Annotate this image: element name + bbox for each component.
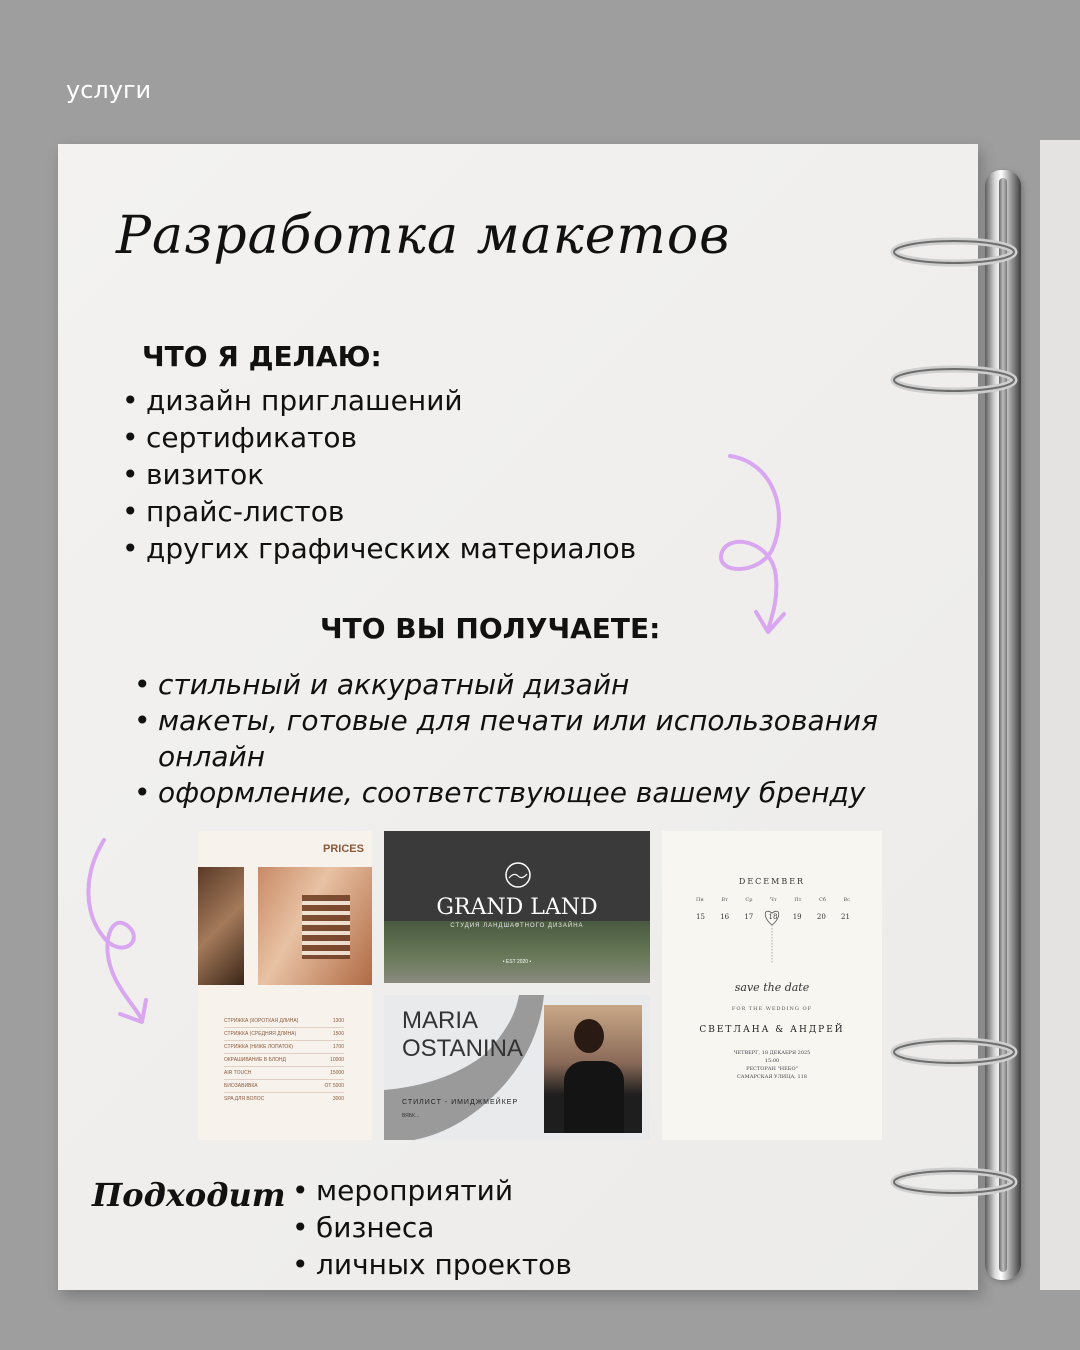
- garden-photo: [384, 921, 650, 983]
- list-item: • визиток: [122, 456, 636, 493]
- list-item: • других графических материалов: [122, 530, 636, 567]
- calendar-dates: 15 16 17 18 19 20 21: [696, 913, 850, 921]
- what-you-get-list: [134, 667, 914, 811]
- maria-extra: ВЯБК...: [402, 1113, 420, 1119]
- binder-bar-groove: [999, 178, 1007, 1272]
- example-card-grand-land: [384, 831, 650, 983]
- hair-palette-photo: [258, 867, 372, 985]
- what-i-do-heading: ЧТО Я ДЕЛАЮ:: [142, 340, 382, 373]
- example-card-prices: [198, 831, 372, 1140]
- category-tag: услуги: [66, 76, 152, 104]
- maria-name: MARIA OSTANINA: [402, 1007, 523, 1062]
- what-you-get-heading: ЧТО ВЫ ПОЛУЧАЕТЕ:: [320, 612, 661, 645]
- what-i-do-list: [122, 382, 636, 567]
- prices-title: PRICES: [323, 843, 364, 855]
- grand-land-est: • EST 2020 •: [502, 959, 532, 965]
- binder-ring-icon: [888, 1036, 1018, 1068]
- list-item: • макеты, готовые для печати или использования онлайн: [134, 703, 914, 775]
- list-item: • бизнеса: [292, 1209, 572, 1246]
- date-month: DECEMBER: [738, 877, 806, 886]
- grand-land-title: GRAND LAND: [436, 895, 598, 920]
- heart-icon: [760, 905, 784, 967]
- wedding-for: FOR THE WEDDING OF: [731, 1006, 813, 1012]
- portrait-photo: [544, 1005, 642, 1133]
- save-the-date-text: save the date: [734, 981, 810, 994]
- maria-role: СТИЛИСТ - ИМИДЖМЕЙКЕР: [402, 1099, 519, 1106]
- back-page: [1040, 140, 1080, 1290]
- scissors-photo: [198, 867, 244, 985]
- list-item: • прайс-листов: [122, 493, 636, 530]
- binder-ring-icon: [888, 364, 1018, 396]
- binder-ring-icon: [888, 236, 1018, 268]
- page-title: Разработка макетов: [116, 206, 731, 266]
- list-item: • стильный и аккуратный дизайн: [134, 667, 914, 703]
- couple-names: СВЕТЛАНА & АНДРЕЙ: [699, 1025, 845, 1035]
- price-list: СТРИЖКА (КОРОТКАЯ ДЛИНА) 1300 СТРИЖКА (СРЕДНЯЯ ДЛИНА) 1500 СТРИЖКА (НИЖЕ ЛОПАТОК) 1700 ОКРАШИВАНИЕ В БЛОНД 10000 AIR TOUCH 15000 БИОЗАВИВКА ОТ 5000 SPA ДЛЯ ВОЛОС 3000: [224, 1015, 344, 1105]
- suitable-for-list: [292, 1172, 572, 1283]
- list-item: • мероприятий: [292, 1172, 572, 1209]
- example-card-maria: [384, 995, 650, 1140]
- calendar-days: Пн Вт Ср Чт Пт Сб Вс: [696, 897, 850, 903]
- example-card-save-the-date: [662, 831, 882, 1140]
- suitable-for-label: Подходит: [92, 1176, 286, 1214]
- list-item: • дизайн приглашений: [122, 382, 636, 419]
- curly-arrow-icon: [712, 450, 802, 640]
- binder-ring-icon: [888, 1166, 1018, 1198]
- grand-land-subtitle: СТУДИЯ ЛАНДШАФТНОГО ДИЗАЙНА: [450, 923, 584, 929]
- logo-icon: [504, 861, 532, 889]
- curly-arrow-icon: [80, 836, 160, 1032]
- list-item: • сертификатов: [122, 419, 636, 456]
- list-item: • оформление, соответствующее вашему бренду: [134, 775, 914, 811]
- event-details: ЧЕТВЕРГ, 18 ДЕКАБРЯ 2025 15:00 РЕСТОРАН "НЕБО" САМАРСКАЯ УЛИЦА, 118: [733, 1050, 811, 1080]
- list-item: • личных проектов: [292, 1246, 572, 1283]
